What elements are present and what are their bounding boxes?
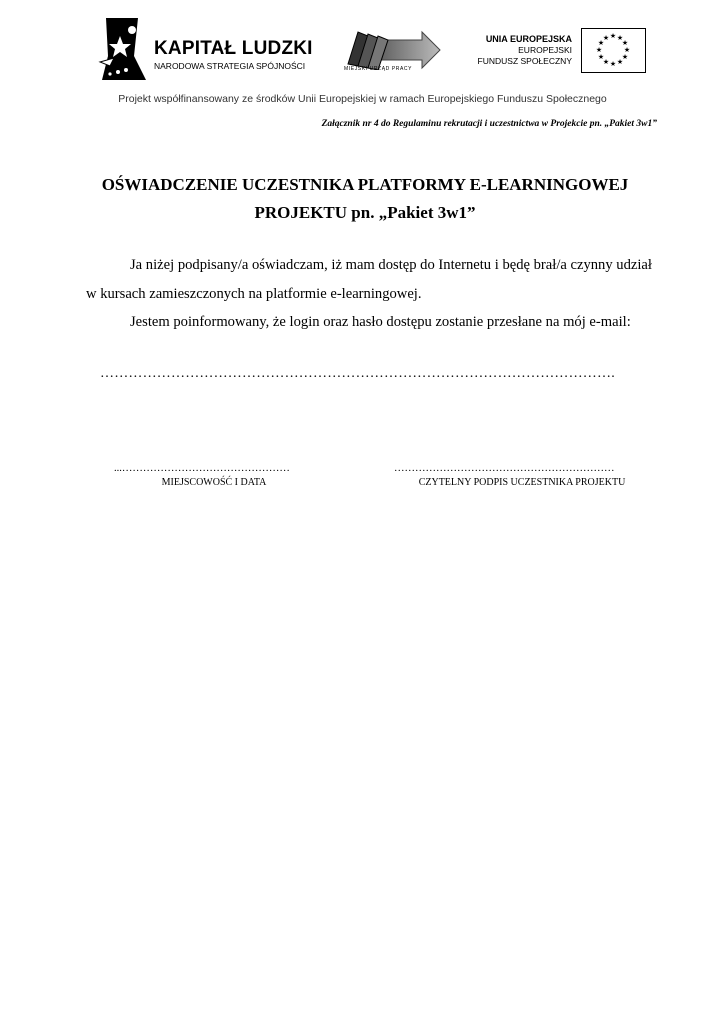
svg-text:★: ★	[623, 46, 631, 54]
eu-line2: EUROPEJSKI	[518, 45, 572, 55]
svg-text:★: ★	[597, 53, 605, 61]
email-field-line: ……………………………………………………………………………………………….	[100, 366, 615, 381]
kapital-ludzki-logo	[96, 16, 316, 86]
eu-line3: FUNDUSZ SPOŁECZNY	[477, 56, 572, 66]
title-line-2: PROJEKTU pn. „Pakiet 3w1”	[254, 203, 476, 222]
email-info-text: Jestem poinformowany, że login oraz hasło dostępu zostanie przesłane na mój e-mail:	[130, 314, 631, 330]
title-line-1: OŚWIADCZENIE UCZESTNIKA PLATFORMY E-LEARNINGOWEJ	[101, 175, 629, 194]
cofinancing-note: Projekt współfinansowany ze środków Unii Europejskiej w ramach Europejskiego Funduszu Społecznego	[118, 93, 607, 105]
email-info-paragraph	[86, 308, 656, 337]
place-date-line: ...…………………………………………	[114, 463, 290, 474]
svg-text:★: ★	[609, 32, 617, 40]
mup-arrow-emblem-icon	[342, 26, 442, 70]
place-date-label: MIEJSCOWOŚĆ I DATA	[161, 477, 267, 488]
urzad-pracy-text: MIEJSKI URZĄD PRACY	[344, 66, 413, 72]
kapital-ludzki-title: KAPITAŁ LUDZKI	[154, 38, 313, 59]
svg-text:★: ★	[609, 60, 617, 68]
eu-title: UNIA EUROPEJSKA	[485, 34, 572, 44]
document-title	[60, 171, 670, 227]
urzad-pracy-logo	[342, 26, 442, 76]
svg-text:★: ★	[616, 34, 624, 42]
declaration-text: Ja niżej podpisany/a oświadczam, iż mam dostęp do Internetu i będę brał/a czynny udział w kursach zamieszczonych na platformie e-learningowej.	[86, 257, 652, 302]
kapital-ludzki-subtitle: NARODOWA STRATEGIA SPÓJNOŚCI	[154, 61, 306, 71]
kapital-ludzki-emblem-icon	[96, 16, 146, 82]
eu-logo-text	[460, 34, 572, 67]
svg-text:★: ★	[621, 39, 629, 47]
svg-text:★: ★	[616, 58, 624, 66]
svg-text:★: ★	[597, 39, 605, 47]
signature-label: CZYTELNY PODPIS UCZESTNIKA PROJEKTU	[418, 477, 626, 488]
svg-text:★: ★	[602, 58, 610, 66]
annex-note: Załącznik nr 4 do Regulaminu rekrutacji i uczestnictwa w Projekcie pn. „Pakiet 3w1”	[321, 119, 657, 129]
eu-flag-stars-icon	[581, 28, 646, 73]
declaration-paragraph	[86, 251, 656, 309]
svg-text:★: ★	[602, 34, 610, 42]
svg-text:★: ★	[595, 46, 603, 54]
svg-text:★: ★	[621, 53, 629, 61]
signature-line: ………………………………………………………	[394, 463, 615, 474]
